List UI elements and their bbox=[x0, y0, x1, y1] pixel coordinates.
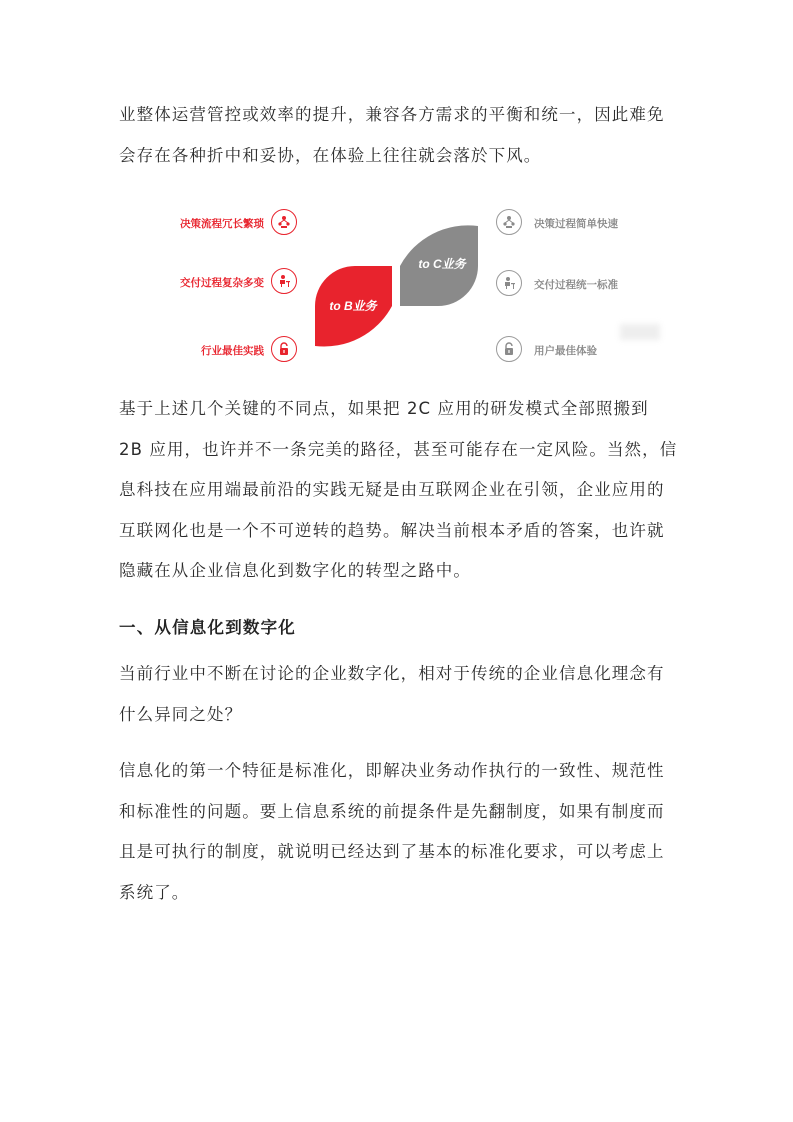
people-network-icon bbox=[496, 209, 522, 235]
left-label-3: 行业最佳实践 bbox=[201, 345, 264, 357]
lock-icon bbox=[271, 336, 297, 362]
left-label-2: 交付过程复杂多变 bbox=[180, 277, 264, 289]
section-heading: 一、从信息化到数字化 bbox=[119, 618, 296, 637]
left-label-1: 决策流程冗长繁琐 bbox=[180, 218, 264, 230]
blurred-watermark bbox=[620, 324, 660, 340]
lock-icon bbox=[496, 336, 522, 362]
right-label-1: 决策过程简单快速 bbox=[534, 218, 618, 230]
people-network-icon bbox=[271, 209, 297, 235]
paragraph-standardization: 信息化的第一个特征是标准化，即解决业务动作执行的一致性、规范性和标准性的问题。要上信息系统的前提条件是先翻制度，如果有制度而且是可执行的制度，就说明已经达到了基本的标准化要求，可以考虑上系统了。 bbox=[119, 761, 665, 902]
person-desk-icon bbox=[496, 270, 522, 296]
paragraph-intro: 业整体运营管控或效率的提升，兼容各方需求的平衡和统一，因此难免会存在各种折中和妥协，在体验上往往就会落於下风。 bbox=[119, 105, 665, 165]
paragraph-key-differences: 基于上述几个关键的不同点，如果把 2C 应用的研发模式全部照搬到 2B 应用，也许并不一条完美的路径，甚至可能存在一定风险。当然，信息科技在应用端最前沿的实践无疑是由互联网企业在引领，企业应用的互联网化也是一个不可逆转的趋势。解决当前根本矛盾的答案，也许就隐藏在从企业信息化到数字化的转型之路中。 bbox=[119, 399, 678, 580]
right-label-2: 交付过程统一标准 bbox=[534, 279, 618, 291]
toc-label: to C业务 bbox=[418, 257, 466, 271]
right-label-3: 用户最佳体验 bbox=[534, 345, 597, 357]
tob-vs-toc-diagram bbox=[160, 196, 640, 376]
tob-label: to B业务 bbox=[329, 299, 377, 313]
paragraph-question: 当前行业中不断在讨论的企业数字化，相对于传统的企业信息化理念有什么异同之处？ bbox=[119, 664, 665, 724]
person-desk-icon bbox=[271, 268, 297, 294]
